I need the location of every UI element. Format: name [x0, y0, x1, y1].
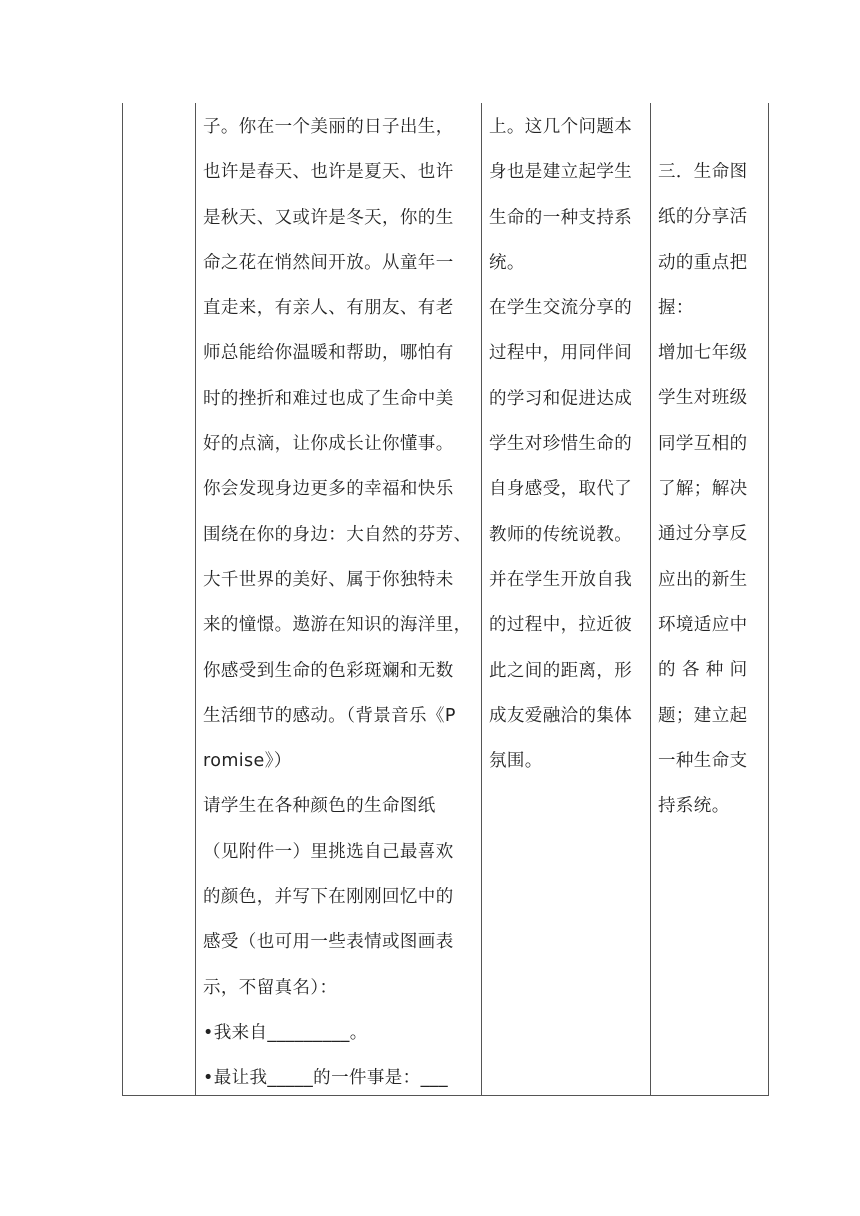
text-line: 过程中，用同伴间 — [489, 343, 633, 364]
text-line: 示，不留真名）： — [203, 977, 338, 998]
text-line: 命之花在悄然间开放。从童年一 — [203, 252, 454, 273]
text-line: 动的重点把 — [658, 252, 748, 273]
text-line: •最让我_____的一件事是：___ — [203, 1068, 449, 1089]
text-line: 的 各 种 问 — [658, 660, 748, 681]
text-line: 握： — [658, 297, 694, 318]
text-line: 大千世界的美好、属于你独特未 — [203, 569, 454, 590]
text-line: 的过程中，拉近彼 — [489, 615, 633, 636]
text-line: 持系统。 — [658, 796, 730, 817]
table-border-left — [122, 103, 123, 1096]
text-line: 生活细节的感动。（背景音乐《P — [203, 705, 456, 726]
text-line: 感受（也可用一些表情或图画表 — [203, 932, 454, 953]
text-line: 此之间的距离，形 — [489, 660, 633, 681]
text-line: （见附件一）里挑选自己最喜欢 — [203, 841, 454, 862]
text-line: 教师的传统说教。 — [489, 524, 633, 545]
text-line: 学生对班级 — [658, 388, 748, 409]
text-line: 一种生命支 — [658, 750, 748, 771]
intent-column — [489, 105, 647, 784]
text-line: 同学互相的 — [658, 433, 748, 454]
text-line: 在学生交流分享的 — [489, 298, 633, 319]
text-line: 统。 — [489, 252, 525, 273]
text-line: 是秋天、又或许是冬天，你的生 — [203, 207, 454, 228]
text-line: 的颜色，并写下在刚刚回忆中的 — [203, 887, 454, 908]
text-line: 也许是春天、也许是夏天、也许 — [203, 162, 454, 183]
text-line: 题；建立起 — [658, 705, 748, 726]
text-line: 请学生在各种颜色的生命图纸 — [203, 796, 436, 817]
text-line: 自身感受，取代了 — [489, 479, 633, 500]
text-line: 生命的一种支持系 — [489, 207, 633, 228]
text-line: 你会发现身边更多的幸福和快乐 — [203, 479, 454, 500]
text-line: 来的憧憬。遨游在知识的海洋里， — [203, 615, 472, 636]
text-line: 成友爱融洽的集体 — [489, 705, 633, 726]
text-line: 你感受到生命的色彩斑斓和无数 — [203, 660, 454, 681]
text-line: 增加七年级 — [658, 343, 748, 364]
text-line: 三．生命图 — [658, 162, 748, 182]
text-line: 好的点滴，让你成长让你懂事。 — [203, 434, 454, 455]
text-line: •我来自_________。 — [203, 1022, 368, 1043]
text-line: 环境适应中 — [658, 614, 748, 635]
activity-column — [203, 105, 478, 1102]
text-line: 通过分享反 — [658, 524, 748, 545]
text-line: 并在学生开放自我 — [489, 569, 633, 590]
table-divider-3 — [650, 103, 651, 1096]
text-line: 应出的新生 — [658, 569, 748, 590]
text-line: romise》） — [203, 751, 292, 772]
text-line: 纸的分享活 — [658, 207, 748, 228]
text-line: 了解；解决 — [658, 479, 748, 500]
notes-column — [658, 150, 763, 829]
table-divider-1 — [195, 103, 196, 1096]
text-line: 氛围。 — [489, 751, 543, 772]
table-divider-2 — [481, 103, 482, 1096]
text-line: 上。这几个问题本 — [489, 117, 633, 137]
table-border-right — [768, 103, 769, 1096]
text-line: 身也是建立起学生 — [489, 162, 633, 183]
text-line: 子。你在一个美丽的日子出生， — [203, 117, 454, 137]
text-line: 师总能给你温暖和帮助，哪怕有 — [203, 343, 454, 364]
text-line: 直走来，有亲人、有朋友、有老 — [203, 298, 454, 319]
text-line: 时的挫折和难过也成了生命中美 — [203, 388, 454, 409]
text-line: 学生对珍惜生命的 — [489, 434, 633, 455]
text-line: 围绕在你的身边：大自然的芬芳、 — [203, 524, 472, 545]
text-line: 的学习和促进达成 — [489, 388, 633, 409]
